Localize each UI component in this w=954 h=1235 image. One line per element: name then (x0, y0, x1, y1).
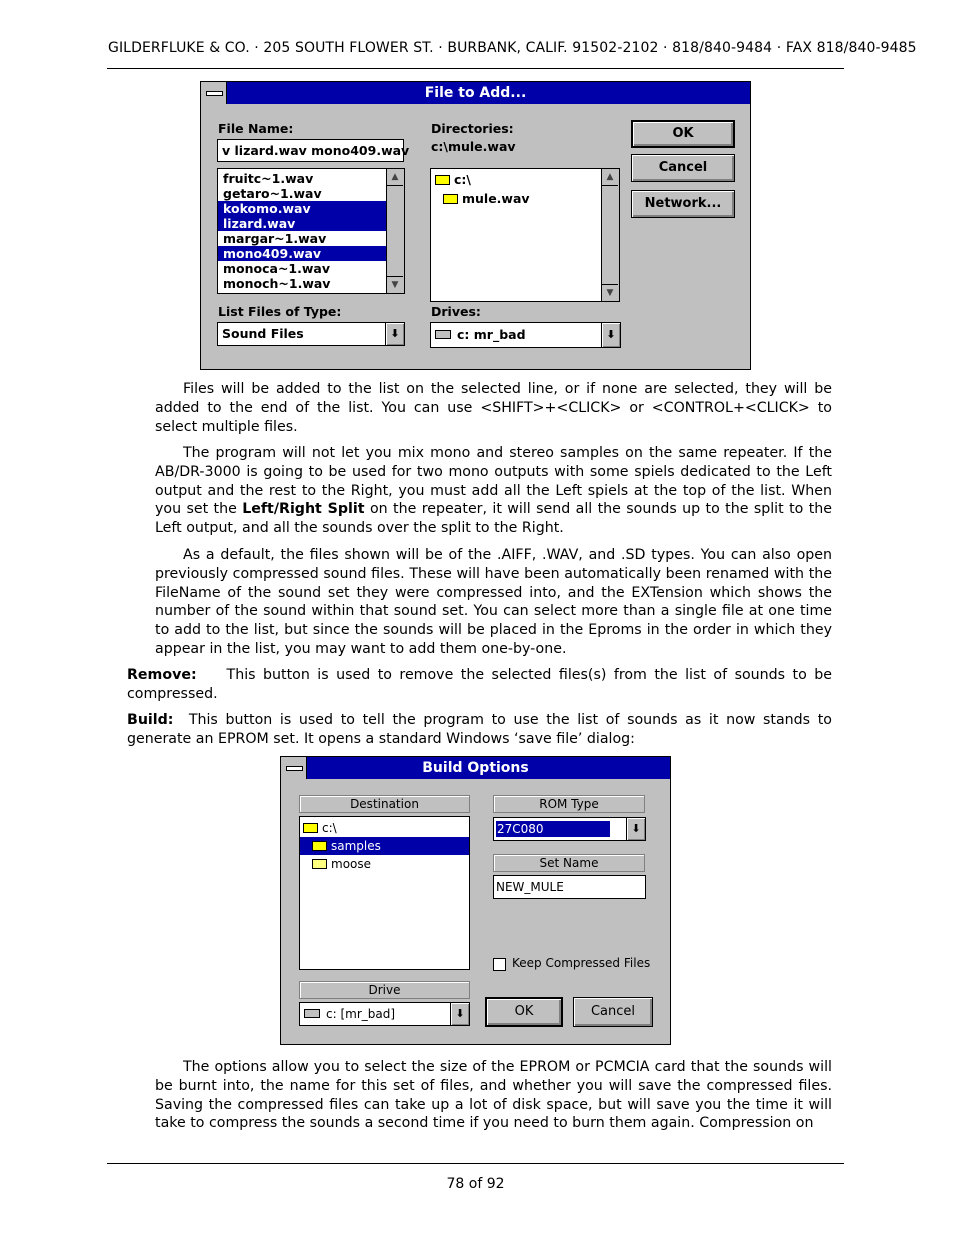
build-definition: Build: This button is used to tell the program to use the list of sounds as it now stands to generate an EPROM set. It opens a standard Windows ‘save file’ dialog: (127, 712, 832, 747)
dialog-title: Build Options (281, 757, 670, 779)
network-button[interactable]: Network... (631, 190, 735, 218)
file-list-scrollbar[interactable] (386, 169, 404, 293)
file-name-label: File Name: (218, 121, 294, 136)
system-menu-button[interactable] (281, 757, 307, 779)
set-name-input[interactable]: NEW_MULE (493, 875, 646, 899)
ok-button[interactable]: OK (631, 120, 735, 148)
dropdown-arrow-icon[interactable]: ⬇ (450, 1003, 469, 1025)
paragraph-options: The options allow you to select the size of the EPROM or PCMCIA card that the sounds will be burnt into, the name for this set of files, and whether you will save the compressed files. Saving the compressed files can take up a lot of disk space, but will save you the time it will take to compress the sounds a second time if you need to burn them again. Compression on (155, 1059, 832, 1132)
dir-item-root[interactable]: c:\ (431, 172, 619, 187)
drive-header: Drive (299, 981, 470, 999)
file-list-item[interactable]: getaro~1.wav (223, 186, 322, 201)
dropdown-arrow-icon[interactable]: ⬇ (601, 323, 620, 347)
dialog-title: File to Add... (201, 82, 750, 104)
tree-item[interactable]: moose (300, 855, 469, 873)
directories-label: Directories: (431, 121, 514, 136)
keep-compressed-label: Keep Compressed Files (512, 956, 651, 970)
remove-definition: Remove: This button is used to remove the selected files(s) from the list of sounds to be compressed. (127, 667, 832, 702)
file-list-item[interactable]: monoch~1.wav (223, 276, 331, 291)
cancel-button[interactable]: Cancel (573, 997, 653, 1027)
paragraph-default-files: As a default, the files shown will be of the .AIFF, .WAV, and .SD types. You can also open previously compressed sound files. These will have been automatically been renamed with the FileName of the sound set they were compressed into, and the EXTension which shows the number of the sound within that sound set. You can select more than a single file at one time to add to the list, but since the sounds will be placed in the Eproms in the order in which they appear in the list, you may want to add them one-by-one. (155, 547, 832, 657)
rom-type-header: ROM Type (493, 795, 645, 813)
remove-term: Remove: (127, 667, 197, 683)
set-name-header: Set Name (493, 854, 645, 872)
file-list-item[interactable]: mono409.wav (218, 246, 387, 261)
tree-item[interactable]: samples (300, 837, 469, 855)
destination-tree[interactable] (299, 816, 470, 970)
file-list-item[interactable]: monoca~1.wav (223, 261, 330, 276)
rom-type-select[interactable]: 27C080 ⬇ (493, 817, 646, 841)
file-list-item[interactable]: lizard.wav (218, 216, 387, 231)
folder-icon (303, 823, 318, 833)
open-folder-icon (443, 194, 458, 204)
destination-header: Destination (299, 795, 470, 813)
scroll-down-icon[interactable]: ▼ (387, 276, 403, 293)
scroll-up-icon[interactable]: ▲ (602, 169, 618, 186)
folder-icon (312, 859, 327, 869)
paragraph-add-files: Files will be added to the list on the selected line, or if none are selected, they will be added to the end of the list. You can use <SHIFT>+<CLICK> or <CONTROL+<CLICK> to select multiple files. (155, 381, 832, 435)
file-list[interactable] (217, 168, 405, 294)
scroll-up-icon[interactable]: ▲ (387, 169, 403, 186)
file-list-item[interactable]: margar~1.wav (223, 231, 327, 246)
header-rule (107, 68, 844, 69)
dir-item-mule[interactable]: mule.wav (431, 191, 619, 206)
folder-icon (312, 841, 327, 851)
system-menu-button[interactable] (201, 82, 227, 104)
drive-icon (435, 330, 451, 339)
drive-select[interactable]: c: mr_bad ⬇ (430, 322, 621, 348)
drives-label: Drives: (431, 304, 481, 319)
open-folder-icon (435, 175, 450, 185)
tree-item[interactable]: c:\ (300, 819, 469, 837)
dropdown-arrow-icon[interactable]: ⬇ (385, 323, 404, 345)
build-term: Build: (127, 712, 174, 728)
menu-bar-icon (286, 766, 303, 771)
scroll-down-icon[interactable]: ▼ (602, 284, 618, 301)
left-right-split-term: Left/Right Split (242, 501, 365, 518)
footer-rule (107, 1163, 844, 1164)
page-header: GILDERFLUKE & CO. · 205 SOUTH FLOWER ST. · BURBANK, CALIF. 91502-2102 · 818/840-9484 · FAX 818/840-9485 (108, 40, 917, 56)
file-list-item[interactable]: kokomo.wav (218, 201, 387, 216)
directory-list-scrollbar[interactable] (601, 169, 619, 301)
list-files-type-label: List Files of Type: (218, 304, 342, 319)
cancel-button[interactable]: Cancel (631, 154, 735, 182)
file-name-input[interactable]: v lizard.wav mono409.wav (217, 139, 404, 162)
file-list-item[interactable]: fruitc~1.wav (223, 171, 314, 186)
drive-icon (304, 1009, 320, 1018)
file-to-add-dialog (200, 81, 751, 370)
drive-select[interactable]: c: [mr_bad] ⬇ (299, 1002, 470, 1026)
page-number: 78 of 92 (446, 1176, 505, 1192)
ok-button[interactable]: OK (485, 997, 563, 1027)
build-options-dialog (280, 756, 671, 1045)
keep-compressed-checkbox[interactable] (493, 958, 506, 971)
file-type-select[interactable]: Sound Files ⬇ (217, 322, 405, 346)
dropdown-arrow-icon[interactable]: ⬇ (626, 818, 645, 840)
directories-path: c:\mule.wav (431, 139, 516, 154)
menu-bar-icon (206, 91, 223, 96)
paragraph-mono-stereo: The program will not let you mix mono and stereo samples on the same repeater. If the AB/DR-3000 is going to be used for two mono outputs with some spiels dedicated to the Left output and the rest to the Right, you must add all the Left spiels at the top of the list. When you set the Left/Right Split on the repeater, it will send all the sounds up to the split to the Left output, and all the sounds over the split to the Right. (155, 445, 832, 537)
directory-list[interactable] (430, 168, 620, 302)
